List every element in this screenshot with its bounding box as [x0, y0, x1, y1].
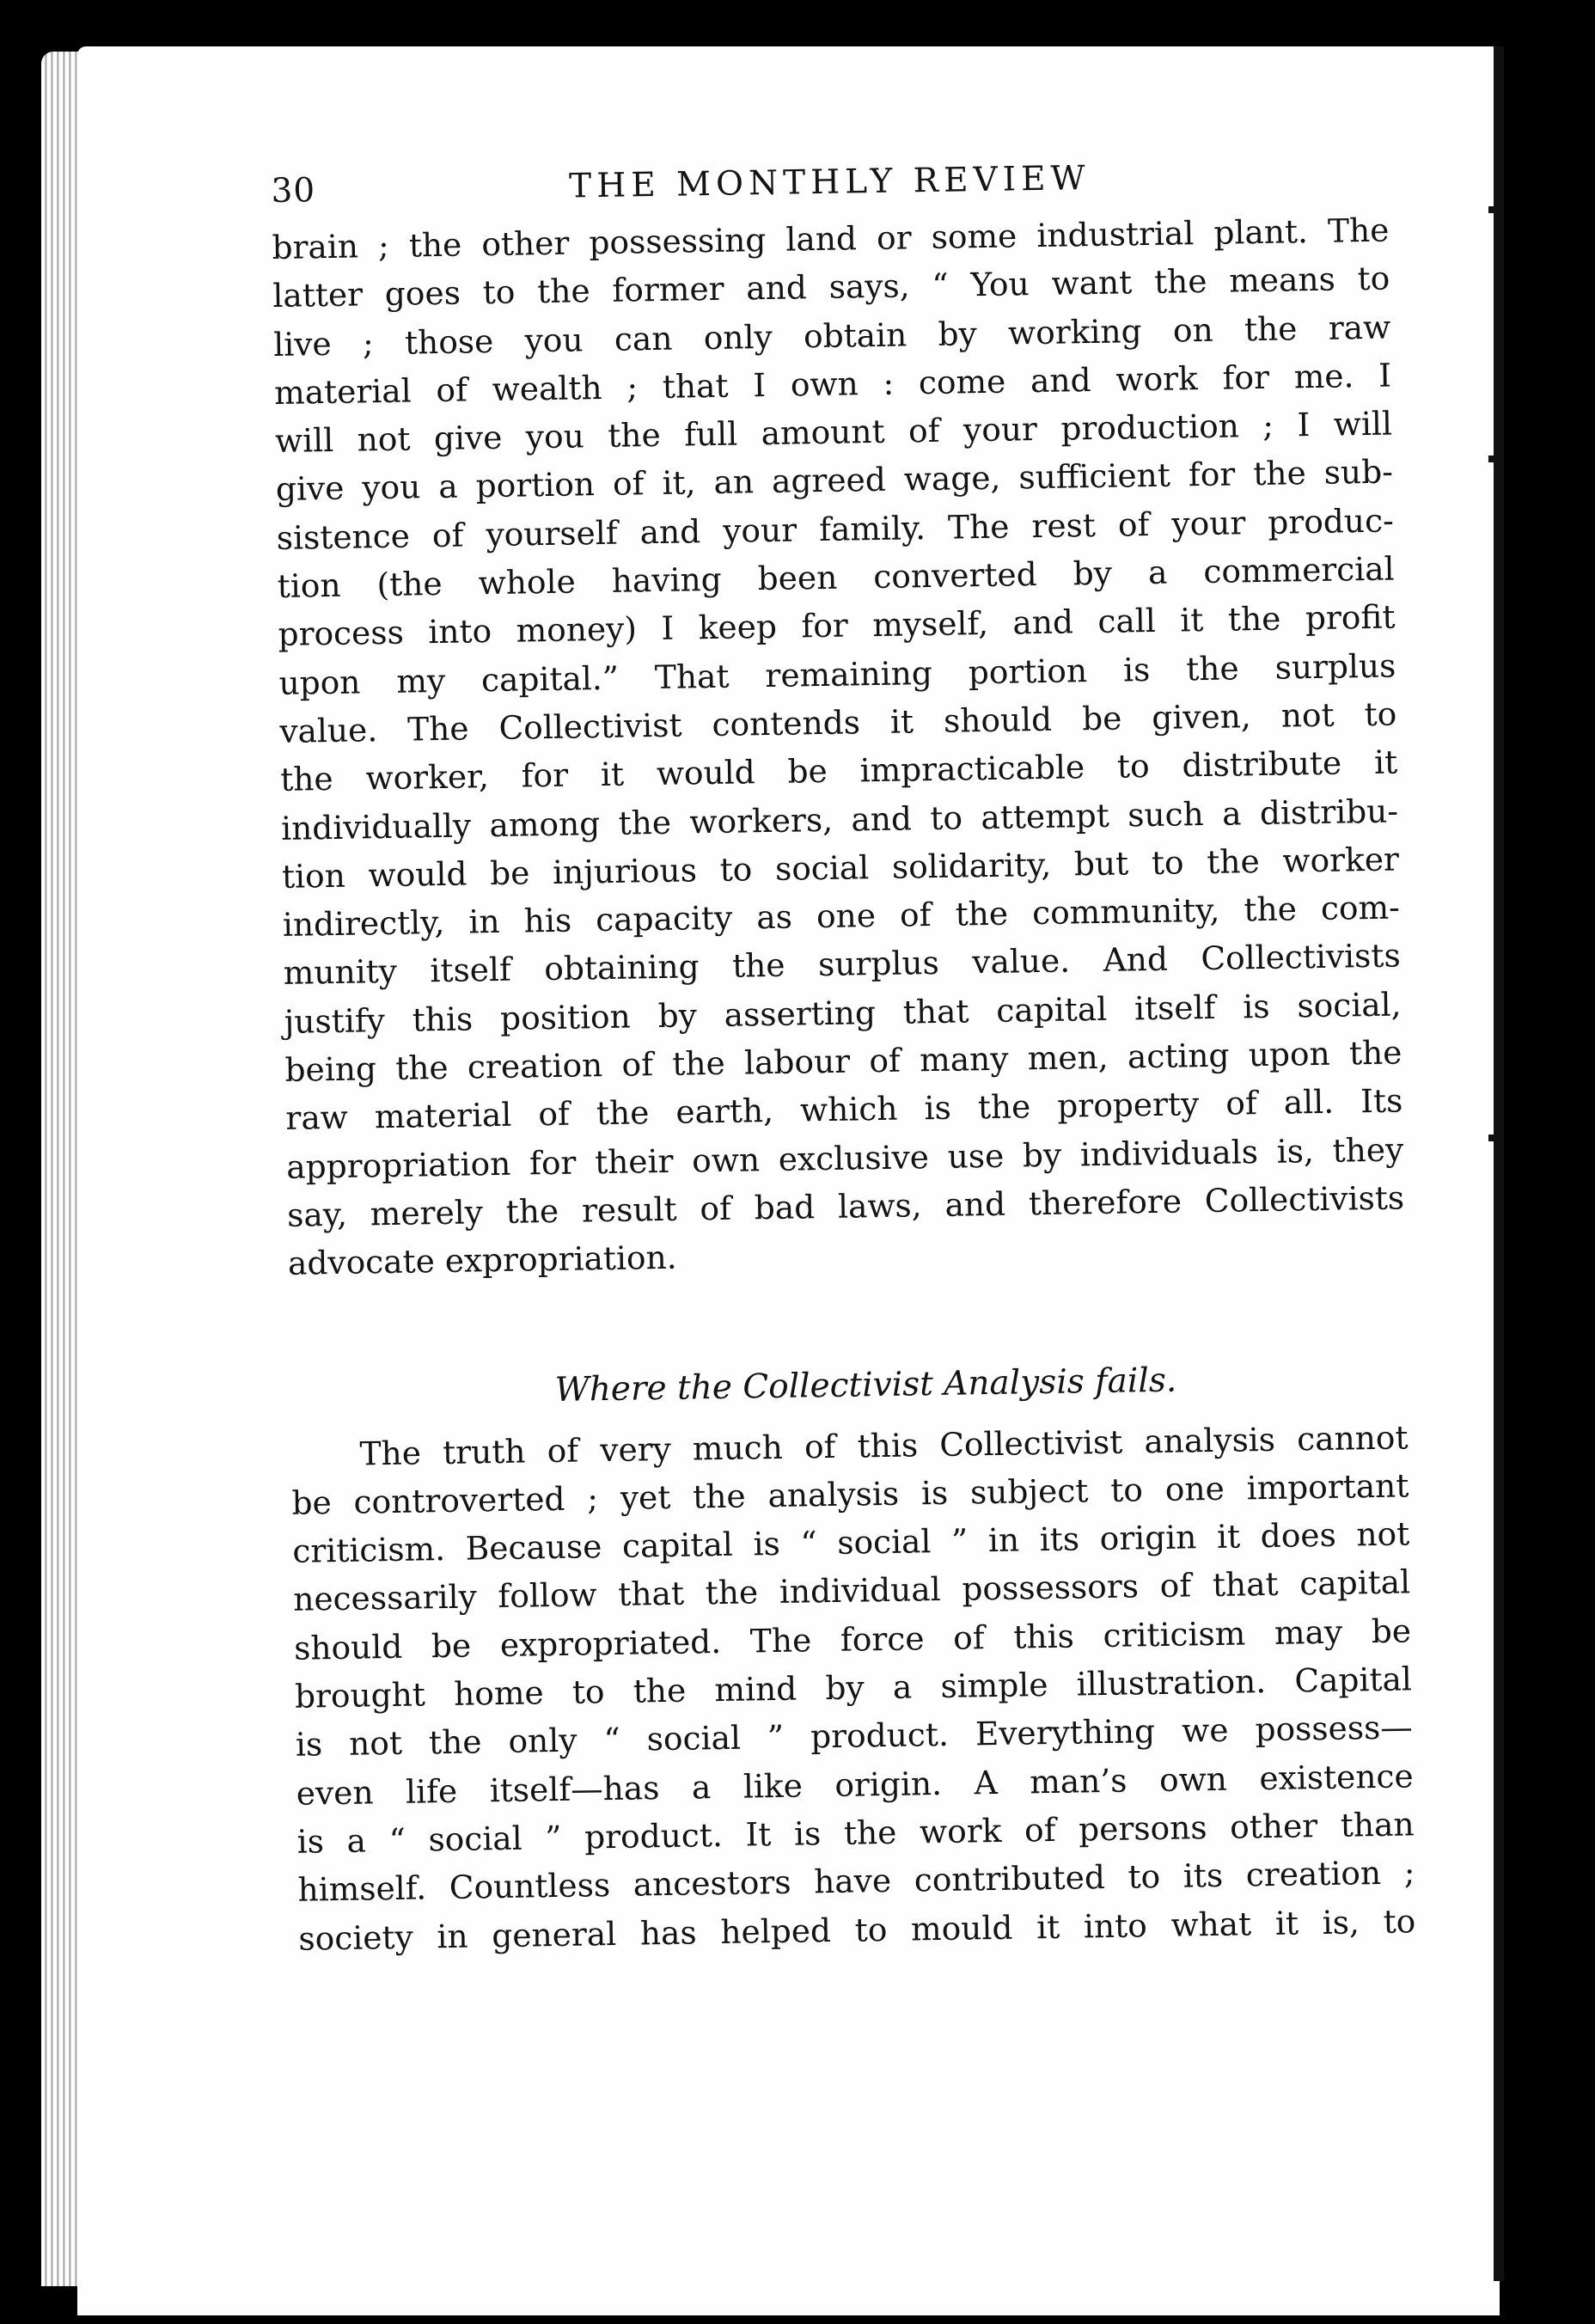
- text-line: brain ; the other possessing land or some industrial plant. The: [272, 211, 1390, 266]
- text-line: live ; those you can only obtain by working on the raw: [272, 308, 1391, 364]
- text-line: value. The Collectivist contends it should be given, not to: [279, 694, 1397, 750]
- margin-mark: [1488, 1134, 1502, 1141]
- text-line: sistence of yourself and your family. The rest of your produc-: [276, 501, 1395, 557]
- text-line: the worker, for it would be impracticable to distribute it: [279, 743, 1398, 799]
- text-line: advocate expropriation.: [287, 1238, 677, 1283]
- text-line: criticism. Because capital is “ social ” in its origin it does not: [292, 1514, 1410, 1570]
- text-line: is not the only “ social ” product. Everything we possess—: [295, 1708, 1414, 1764]
- margin-mark: [1488, 206, 1502, 213]
- text-line: should be expropriated. The force of this criticism may be: [293, 1612, 1412, 1667]
- journal-title: THE MONTHLY REVIEW: [568, 159, 1091, 206]
- text-line: brought home to the mind by a simple illustration. Capital: [294, 1660, 1413, 1715]
- text-line: The truth of very much of this Collectivist analysis cannot: [359, 1417, 1409, 1473]
- text-line: individually among the workers, and to attempt such a distribu-: [280, 792, 1399, 847]
- text-line: even life itself—has a like origin. A man’s own existence: [296, 1756, 1414, 1813]
- text-line: justify this position by asserting that capital itself is social,: [284, 985, 1402, 1041]
- text-line: being the creation of the labour of many men, acting upon the: [284, 1033, 1402, 1089]
- paragraph-2: [290, 1413, 1416, 1963]
- text-line: raw material of the earth, which is the property of all. Its: [285, 1081, 1403, 1138]
- text-line: material of wealth ; that I own : come and work for me. I: [273, 356, 1392, 412]
- margin-mark: [1488, 456, 1502, 462]
- text-line: will not give you the full amount of your production ; I will: [274, 404, 1393, 461]
- section-heading: Where the Collectivist Analysis fails.: [554, 1361, 1177, 1410]
- text-line: latter goes to the former and says, “ You want the means to: [272, 259, 1390, 315]
- page-number: 30: [271, 171, 316, 211]
- text-line: appropriation for their own exclusive use by individuals is, they: [285, 1130, 1404, 1186]
- text-block: [271, 146, 1416, 1963]
- text-line: necessarily follow that the individual possessors of that capital: [292, 1563, 1411, 1619]
- text-line: say, merely the result of bad laws, and therefore Collectivists: [286, 1178, 1405, 1234]
- text-line: munity itself obtaining the surplus value. And Collectivists: [283, 936, 1401, 993]
- text-line: society in general has helped to mould it into what it is, to: [298, 1901, 1416, 1958]
- text-line: tion would be injurious to social solidarity, but to the worker: [281, 840, 1400, 896]
- paragraph-1: [272, 206, 1405, 1288]
- text-line: tion (the whole having been converted by a commercial: [277, 549, 1395, 606]
- text-line: give you a portion of it, an agreed wage, sufficient for the sub-: [275, 453, 1394, 509]
- text-line: indirectly, in his capacity as one of the community, the com-: [282, 888, 1401, 945]
- text-line: is a “ social ” product. It is the work of persons other than: [296, 1805, 1415, 1861]
- text-line: upon my capital.” That remaining portion is the surplus: [278, 646, 1396, 702]
- binding-edge: [1494, 46, 1504, 2281]
- text-line: himself. Countless ancestors have contributed to its creation ;: [297, 1853, 1415, 1909]
- text-line: process into money) I keep for myself, and call it the profit: [278, 597, 1396, 654]
- text-line: be controverted ; yet the analysis is subject to one important: [291, 1466, 1409, 1522]
